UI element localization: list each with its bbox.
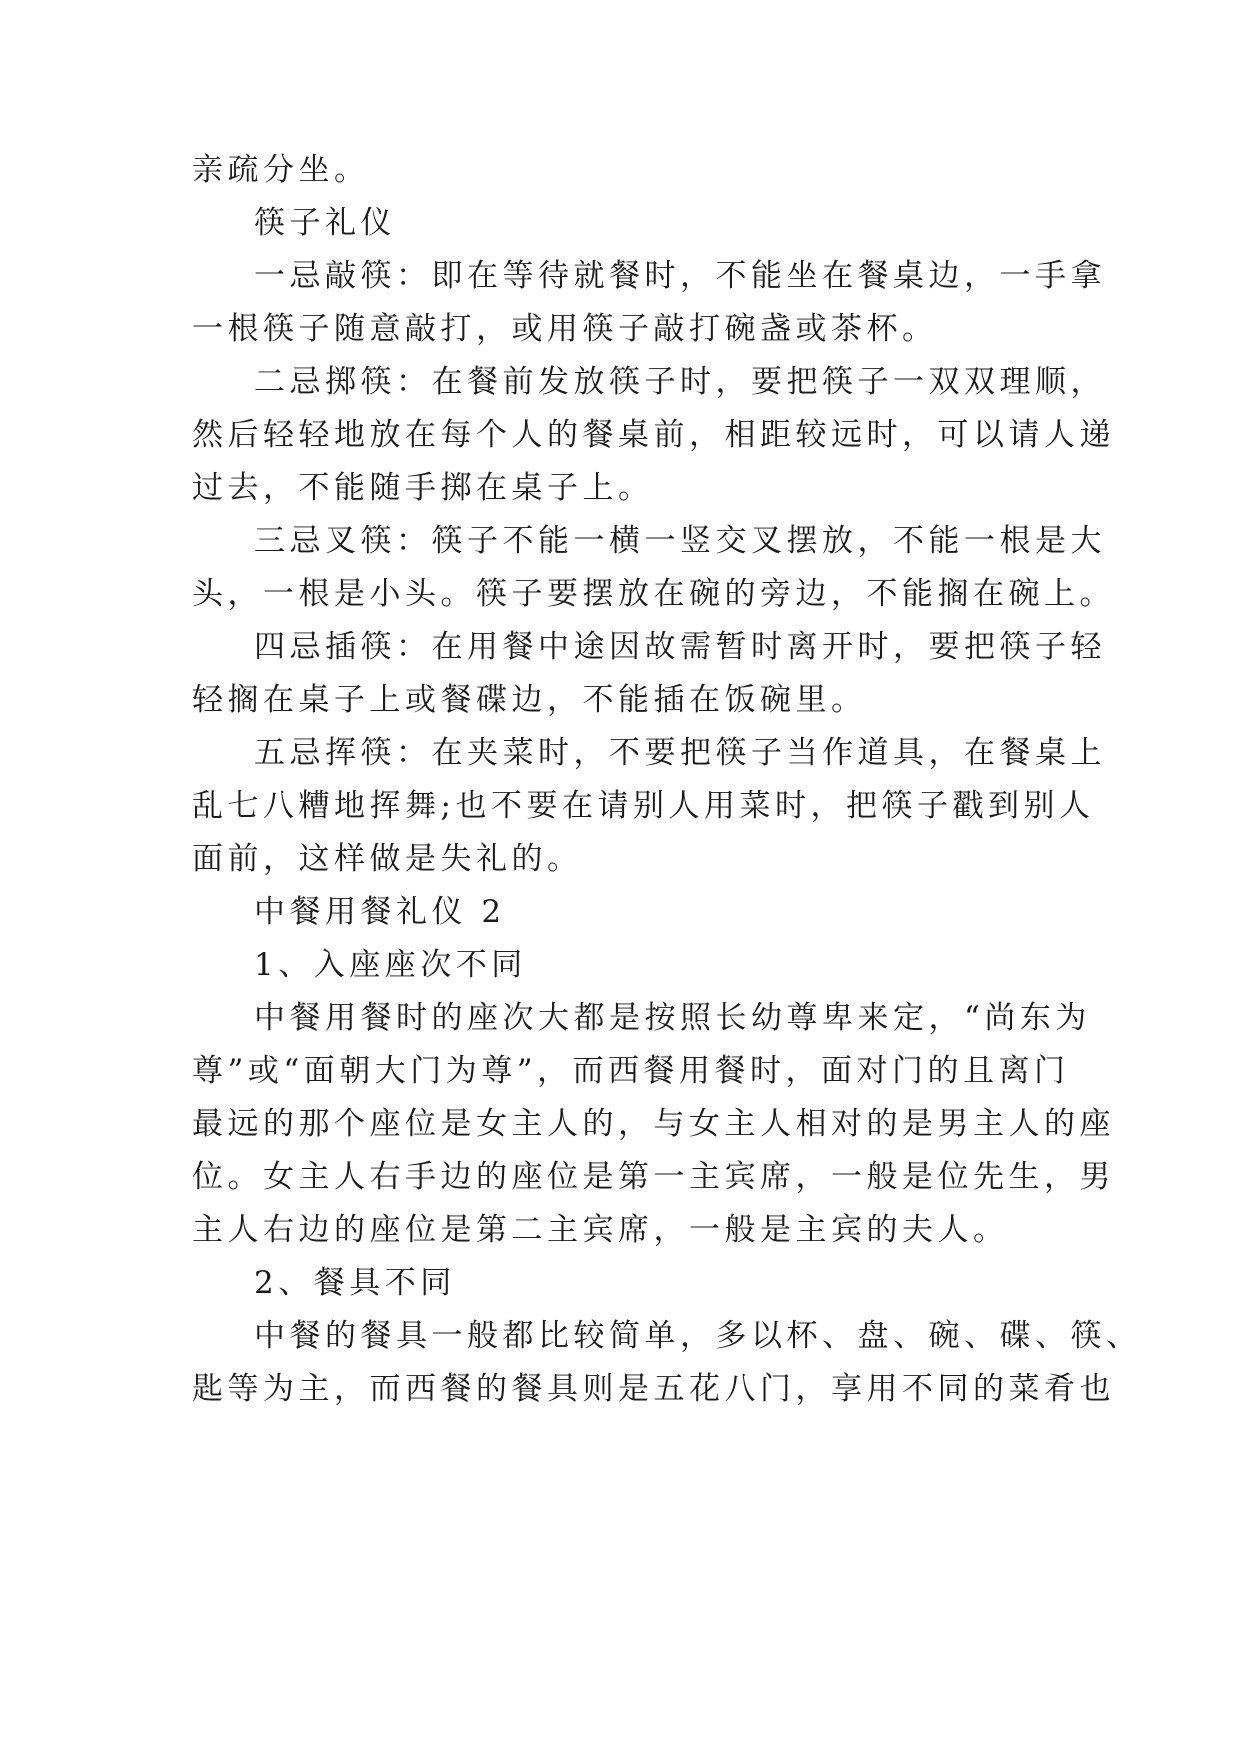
text-line: 然后轻轻地放在每个人的餐桌前，相距较远时，可以请人递 xyxy=(192,417,1115,453)
section-heading: 筷子礼仪 xyxy=(254,205,396,241)
text-line: 过去，不能随手掷在桌子上。 xyxy=(192,470,654,506)
text-line: 匙等为主，而西餐的餐具则是五花八门，享用不同的菜肴也 xyxy=(192,1371,1115,1407)
text-line: 中餐用餐时的座次大都是按照长幼尊卑来定，“尚东为 xyxy=(254,1000,1091,1036)
subsection-heading: 1、入座座次不同 xyxy=(254,947,527,983)
text-line: 最远的那个座位是女主人的，与女主人相对的是男主人的座 xyxy=(192,1106,1115,1142)
text-line: 亲疏分坐。 xyxy=(192,152,370,188)
text-line: 一根筷子随意敲打，或用筷子敲打碗盏或茶杯。 xyxy=(192,311,938,347)
text-line: 轻搁在桌子上或餐碟边，不能插在饭碗里。 xyxy=(192,682,867,718)
text-line: 面前，这样做是失礼的。 xyxy=(192,841,583,877)
text-line: 五忌挥筷：在夹菜时，不要把筷子当作道具，在餐桌上 xyxy=(254,735,1106,771)
text-line: 头，一根是小头。筷子要摆放在碗的旁边，不能搁在碗上。 xyxy=(192,576,1115,612)
text-line: 二忌掷筷：在餐前发放筷子时，要把筷子一双双理顺， xyxy=(254,364,1106,400)
text-line: 四忌插筷：在用餐中途因故需暂时离开时，要把筷子轻 xyxy=(254,629,1106,665)
text-line: 中餐的餐具一般都比较简单，多以杯、盘、碗、碟、筷、 xyxy=(254,1318,1142,1354)
text-line: 主人右边的座位是第二主宾席，一般是主宾的夫人。 xyxy=(192,1212,1009,1248)
text-line: 三忌叉筷：筷子不能一横一竖交叉摆放，不能一根是大 xyxy=(254,523,1106,559)
text-line: 位。女主人右手边的座位是第一主宾席，一般是位先生，男 xyxy=(192,1159,1115,1195)
text-line: 尊”或“面朝大门为尊”，而西餐用餐时，面对门的且离门 xyxy=(192,1053,1070,1089)
text-line: 一忌敲筷：即在等待就餐时，不能坐在餐桌边，一手拿 xyxy=(254,258,1106,294)
section-heading: 中餐用餐礼仪 2 xyxy=(254,894,506,930)
text-line: 乱七八糟地挥舞;也不要在请别人用菜时，把筷子戳到别人 xyxy=(192,788,1095,824)
subsection-heading: 2、餐具不同 xyxy=(254,1265,456,1301)
